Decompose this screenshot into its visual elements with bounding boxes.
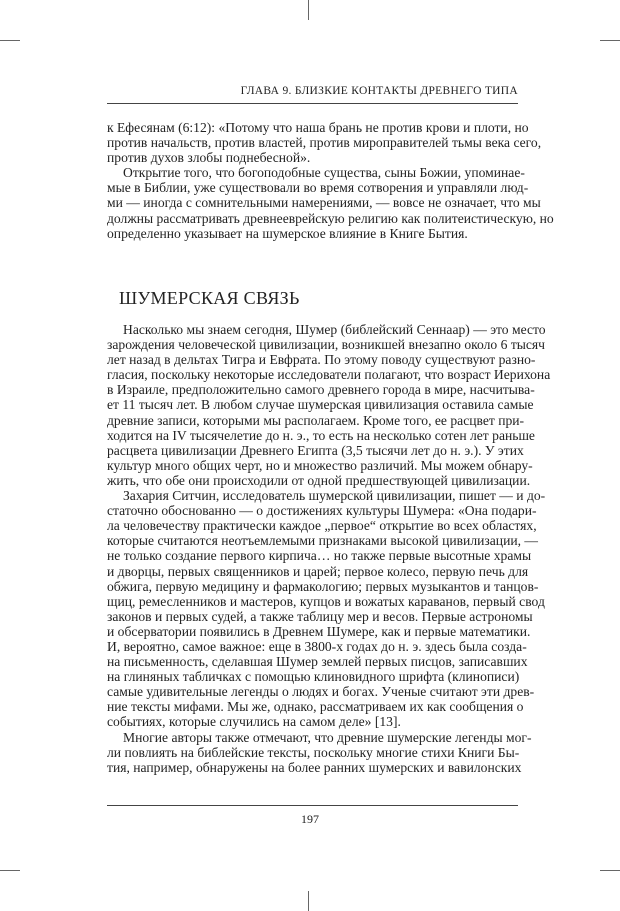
text-line: в Израиле, предположительно самого древнего города в мире, насчитыва- [107,382,535,398]
text-line: к Ефесянам (6:12): «Потому что наша брань не против крови и плоти, но [107,120,529,135]
crop-mark-bottom-left [0,870,20,871]
text-line: И, вероятно, самое важное: еще в 3800-х годах до н. э. здесь была созда- [107,638,527,654]
section-heading: ШУМЕРСКАЯ СВЯЗЬ [119,288,300,308]
text-line: Многие авторы также отмечают, что древние шумерские легенды мог- [123,729,532,745]
paragraph [107,488,546,730]
text-line: зарождения человеческой цивилизации, возникшей внезапно около 6 тысяч [107,337,546,353]
text-line: событиях, которые случились на самом деле» [13]. [107,714,401,730]
text-line: ходится на IV тысячелетие до н. э., то есть на несколько сотен лет раньше [107,427,535,443]
page-number: 197 [301,812,319,826]
text-line: древние записи, которыми мы располагаем. Кроме того, ее расцвет при- [107,412,525,428]
text-line: культур много общих черт, но и множество различий. Мы можем обнару- [107,457,533,473]
crop-mark-bottom-right [600,870,620,871]
text-line: мые в Библии, уже существовали во время сотворения и управляли люд- [107,180,529,196]
text-line: ние тексты мифами. Мы же, однако, рассматриваем их как сообщения о [107,699,524,715]
footer-rule [107,805,518,806]
crop-mark-bottom-center [308,891,309,911]
text-line: лет назад в дельтах Тигра и Евфрата. По этому поводу существуют разно- [107,352,536,368]
paragraph [107,322,551,488]
paragraph [107,120,542,166]
text-line: против начальств, против властей, против мироправителей тьмы века сего, [107,135,542,151]
text-line: ла человечеству практически каждое „первое“ открытие во всех областях, [107,518,537,534]
crop-mark-top-center [308,0,309,20]
text-line: против духов злобы поднебесной». [107,150,311,166]
text-line: не только создание первого кирпича… но также первые высотные храмы [107,548,532,564]
text-line: должны рассматривать древнееврейскую религию как политеистическую, но [107,210,554,226]
text-line: ми — иногда с сомнительными намерениями, — вовсе не означает, что мы [107,195,541,211]
crop-mark-top-right [600,40,620,41]
text-line: на глиняных табличках с помощью клиновидного шрифта (клинописи) [107,669,520,685]
text-line: определенно указывает на шумерское влияние в Книге Бытия. [107,225,468,241]
text-line: ли повлиять на библейские тексты, поскольку многие стихи Книги Бы- [107,744,520,760]
text-line: Захария Ситчин, исследователь шумерской цивилизации, пишет — и до- [123,488,546,504]
header-rule [107,103,518,104]
text-line: щиц, ремесленников и мастеров, купцов и вожатых караванов, первый свод [107,593,545,609]
text-line: Насколько мы знаем сегодня, Шумер (библейский Сеннаар) — это место [123,322,546,337]
text-line: жить, что обе они происходили от одной предшествующей цивилизации. [107,472,531,488]
paragraph [107,729,532,775]
running-head: ГЛАВА 9. БЛИЗКИЕ КОНТАКТЫ ДРЕВНЕГО ТИПА [240,85,518,97]
text-line: гласия, поскольку некоторые исследователи полагают, что возраст Иерихона [107,367,551,383]
text-line: и обсерватории появились в Древнем Шумере, как и первые математики. [107,623,531,639]
text-line: которые считаются неотъемлемыми признаками высокой цивилизации, — [107,533,539,549]
text-line: обжига, первую медицину и фармакологию; первых музыкантов и танцов- [107,578,539,594]
text-line: тия, например, обнаружены на более ранних шумерских и вавилонских [107,759,522,775]
text-block-intro [107,120,554,241]
text-line: законов и первых судей, а также таблицу мер и весов. Первые астрономы [107,608,533,624]
text-block-sumer [107,322,551,775]
text-line: на письменность, сделавшая Шумер землей первых писцов, записавших [107,654,528,670]
text-line: статочно обоснованно — о достижениях культуры Шумера: «Она подари- [107,503,537,519]
text-line: Открытие того, что богоподобные существа, сыны Божии, упоминае- [123,165,525,181]
paragraph [107,165,554,241]
text-line: ет 11 тысяч лет. В любом случае шумерская цивилизация оставила самые [107,397,534,413]
crop-mark-top-left [0,40,20,41]
text-line: расцвета цивилизации Древнего Египта (3,5 тысячи лет до н. э.). У этих [107,442,524,458]
text-line: самые удивительные легенды о людях и богах. Ученые считают эти древ- [107,684,535,700]
text-line: и дворцы, первых священников и царей; первое колесо, первую печь для [107,563,529,579]
